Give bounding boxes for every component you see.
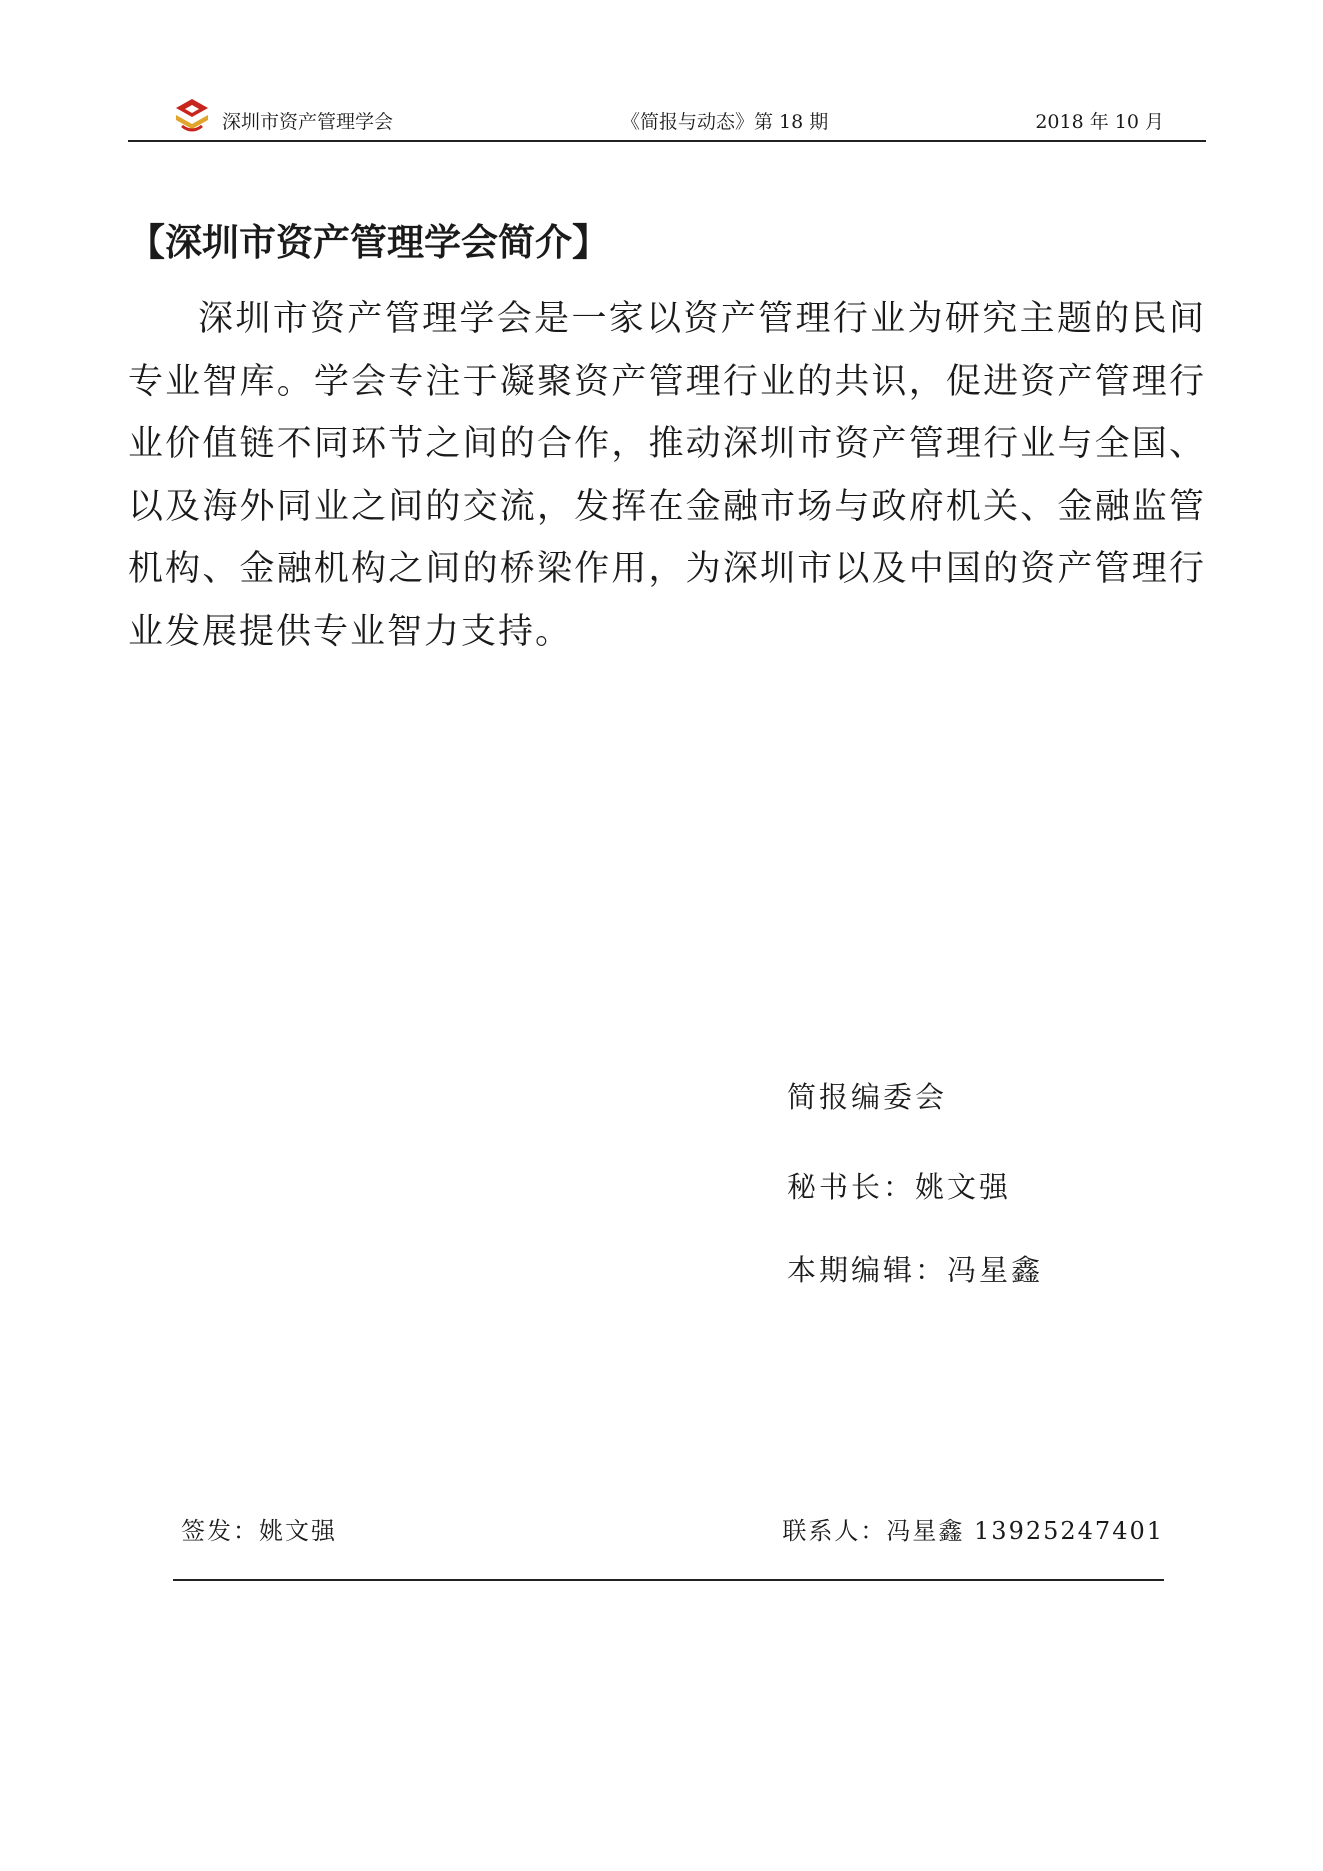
header-publication: 《简报与动态》第 18 期 <box>621 111 829 133</box>
contact-person: 联系人：冯星鑫 13925247401 <box>782 1517 1164 1545</box>
section-title: 【深圳市资产管理学会简介】 <box>128 221 609 264</box>
footer-divider <box>173 1579 1164 1581</box>
issue-editor: 本期编辑：冯星鑫 <box>787 1253 1044 1287</box>
header-divider <box>128 140 1206 142</box>
header-date: 2018 年 10 月 <box>1035 111 1164 133</box>
page-footer <box>128 1515 1206 1585</box>
intro-paragraph: 深圳市资产管理学会是一家以资产管理行业为研究主题的民间专业智库。学会专注于凝聚资产管理行业的共识，促进资产管理行业价值链不同环节之间的合作，推动深圳市资产管理行业与全国、以及海外同业之间的交流，发挥在金融市场与政府机关、金融监管机构、金融机构之间的桥梁作用，为深圳市以及中国的资产管理行业发展提供专业智力支持。 <box>128 299 1206 652</box>
society-logo-icon <box>172 96 212 136</box>
header-org-name: 深圳市资产管理学会 <box>222 111 394 133</box>
issued-by: 签发：姚文强 <box>181 1517 337 1545</box>
page-header <box>128 96 1206 142</box>
committee-name: 简报编委会 <box>787 1080 948 1114</box>
secretary-general: 秘书长：姚文强 <box>787 1170 1012 1204</box>
